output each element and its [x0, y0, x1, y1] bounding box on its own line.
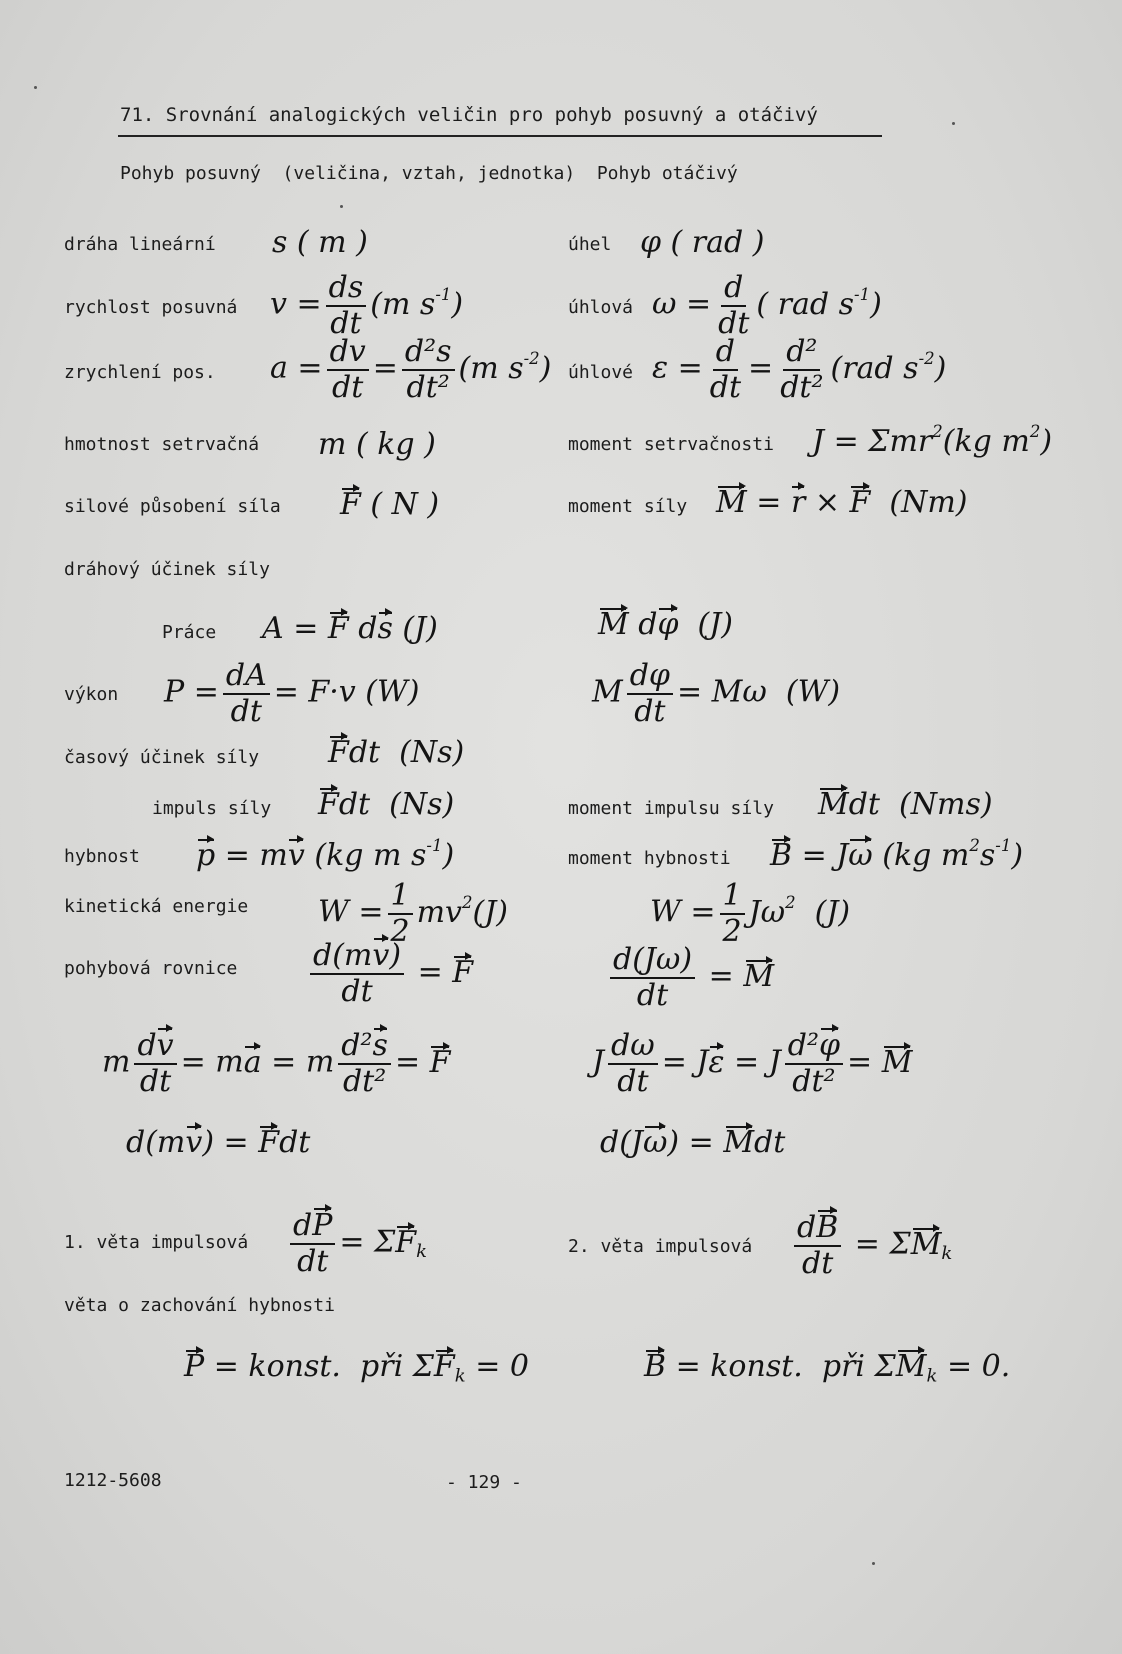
formula-angular-impulse: Mdt (Nms): [818, 787, 993, 822]
formula-mass: m ( kg ): [318, 427, 436, 462]
formula-second-impulse-theorem: $\frac{dB}{dt}$ = $\Sigma M_k$: [790, 1212, 952, 1279]
paper-speck: [952, 122, 955, 125]
label-pohybova-rovnice: pohybová rovnice: [64, 958, 238, 979]
formula-power: P = $\frac{dA}{dt}$ = F·v (W): [164, 658, 420, 729]
label-draha-linearni: dráha lineární: [64, 234, 216, 255]
formula-rot-equation-of-motion: $\frac{d(J\omega)}{dt}$ = M: [606, 944, 774, 1011]
section-title: 71. Srovnání analogických veličin pro pohyb posuvný a otáčivý: [120, 104, 818, 126]
page-number: - 129 -: [446, 1472, 522, 1493]
label-hmotnost: hmotnost setrvačná: [64, 434, 260, 455]
formula-angular-momentum: B = Jω (kg $m^2s^{-1}$): [770, 836, 1024, 874]
formula-angular-acceleration: ε = $\frac{d}{dt}$ = $\frac{\text{d²}}{\text{dt²}}$ (rad $s^{-2}$): [652, 334, 947, 405]
label-moment-sily: moment síly: [568, 496, 688, 517]
formula-torque: M = r × F (Nm): [716, 485, 968, 520]
label-moment-setrvacnosti: moment setrvačnosti: [568, 434, 774, 455]
label-kineticka-energie: kinetická energie: [64, 896, 249, 917]
title-underline: [118, 135, 882, 137]
paper-speck: [872, 1562, 875, 1565]
formula-force: F ( N ): [340, 487, 440, 522]
formula-work: A = F ds (J): [262, 611, 438, 646]
label-vykon: výkon: [64, 684, 119, 705]
paper-speck: [340, 205, 343, 208]
label-druha-veta-impulsova: 2. věta impulsová: [568, 1236, 753, 1257]
formula-angle: φ ( rad ): [640, 225, 765, 260]
formula-rot-newton-expanded: J $\frac{d\omega}{dt}$ = Jε = J $\frac{\text{d²φ}}{\text{dt²}}$ = M: [592, 1028, 913, 1099]
formula-conservation-angular-momentum: B = konst. při $\Sigma M_k = 0$.: [644, 1349, 1011, 1387]
label-moment-hybnosti: moment hybnosti: [568, 848, 731, 869]
formula-kinetic-energy: W = $\frac{1}{2}$ $mv^2(J)$: [318, 878, 508, 949]
paper-speck: [34, 86, 37, 89]
label-moment-impulsu: moment impulsu síly: [568, 798, 774, 819]
column-header: Pohyb posuvný (veličina, vztah, jednotka) Pohyb otáčivý: [120, 163, 738, 184]
label-impuls-sily: impuls síly: [152, 798, 272, 819]
label-prvni-veta-impulsova: 1. věta impulsová: [64, 1232, 249, 1253]
label-zrychleni-pos: zrychlení pos.: [64, 362, 216, 383]
formula-momentum-change: d(mv) = Fdt: [126, 1125, 311, 1160]
formula-conservation-momentum: P = konst. při $\Sigma F_k = 0$: [184, 1349, 529, 1387]
label-drahovy-ucinek: dráhový účinek síly: [64, 559, 270, 580]
formula-velocity: v = $\frac{ds}{dt}$ (m $s^{-1}$): [270, 270, 464, 341]
formula-impulse-time: Fdt (Ns): [328, 735, 465, 770]
label-hybnost: hybnost: [64, 846, 140, 867]
label-rychlost-posuvna: rychlost posuvná: [64, 297, 238, 318]
formula-first-impulse-theorem: $\frac{dP}{dt}$ = $\Sigma F_k$: [286, 1210, 427, 1277]
document-code: 1212-5608: [64, 1470, 162, 1491]
formula-angular-momentum-change: d(Jω) = Mdt: [600, 1125, 786, 1160]
label-veta-o-zachovani: věta o zachování hybnosti: [64, 1295, 335, 1316]
label-uhel: úhel: [568, 234, 612, 255]
formula-rot-power: M $\frac{d\varphi}{dt}$ = Mω (W): [592, 658, 841, 729]
formula-equation-of-motion: $\frac{d(mv)}{dt}$ = F: [306, 940, 473, 1007]
formula-acceleration: a = $\frac{dv}{dt}$ = $\frac{\text{d²s}}{\text{dt²}}$ (m $s^{-2}$): [270, 334, 552, 405]
formula-rot-work: M dφ (J): [598, 607, 733, 642]
label-casovy-ucinek: časový účinek síly: [64, 747, 260, 768]
formula-rot-kinetic-energy: W = $\frac{1}{2}$ $J\omega^2$ (J): [650, 878, 851, 949]
label-uhlove: úhlové: [568, 362, 634, 383]
formula-angular-velocity: ω = $\frac{d}{dt}$ ( rad $s^{-1}$): [652, 270, 882, 341]
label-prace: Práce: [162, 622, 217, 643]
label-silove-pusobeni: silové působení síla: [64, 496, 281, 517]
formula-momentum: p = mv (kg m $s^{-1}$): [196, 836, 455, 874]
formula-path: s ( m ): [272, 225, 368, 260]
formula-inertia: J = Σmr$^2$(kg $m^2$): [812, 422, 1053, 460]
formula-newton-expanded: m $\frac{dv}{dt}$ = ma = m $\frac{\text{d²s}}{\text{dt²}}$ = F: [102, 1028, 451, 1099]
formula-impulse: Fdt (Ns): [318, 787, 455, 822]
label-uhlova: úhlová: [568, 297, 634, 318]
